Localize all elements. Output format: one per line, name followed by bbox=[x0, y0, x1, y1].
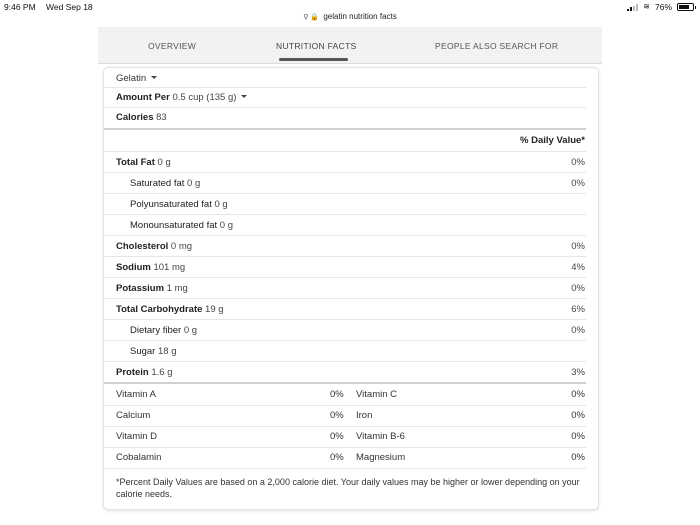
nutrient-row bbox=[104, 362, 586, 384]
cellular-signal-icon bbox=[627, 4, 638, 11]
nutrient-daily-value: 6% bbox=[571, 303, 585, 315]
food-name: Gelatin bbox=[116, 73, 147, 84]
vitamin-daily-value: 0% bbox=[571, 431, 585, 442]
vitamin-daily-value: 0% bbox=[330, 431, 344, 442]
status-date: Wed Sep 18 bbox=[46, 2, 93, 12]
vitamin-row bbox=[104, 384, 586, 406]
nutrient-name: Dietary fiber bbox=[130, 324, 182, 336]
battery-percent: 76% bbox=[654, 2, 672, 12]
nutrient-name: Total Fat bbox=[116, 156, 155, 168]
nutrient-daily-value: 0% bbox=[571, 282, 585, 294]
calories-row bbox=[104, 107, 586, 130]
nutrient-amount: 19 g bbox=[205, 303, 224, 315]
tab-people-also-search-for[interactable]: PEOPLE ALSO SEARCH FOR bbox=[435, 41, 559, 51]
vitamin-daily-value: 0% bbox=[571, 410, 585, 421]
tab-overview[interactable]: OVERVIEW bbox=[148, 41, 197, 51]
status-time: 9:46 PM bbox=[4, 2, 36, 12]
serving-size: 0.5 cup (135 g) bbox=[172, 92, 237, 103]
vitamin-row bbox=[104, 405, 586, 427]
daily-value-header-row bbox=[104, 130, 586, 152]
nutrient-name: Sugar bbox=[130, 345, 156, 357]
daily-value-header: % Daily Value* bbox=[520, 135, 585, 146]
tab-bar bbox=[98, 27, 602, 64]
vitamin-name: Vitamin C bbox=[356, 389, 398, 400]
nutrient-row bbox=[104, 341, 586, 362]
nutrient-amount: 0 g bbox=[187, 177, 201, 189]
serving-row[interactable] bbox=[104, 87, 586, 108]
tab-nutrition-facts[interactable]: NUTRITION FACTS bbox=[276, 41, 357, 51]
vitamin-row bbox=[104, 426, 586, 448]
nutrient-row bbox=[104, 152, 586, 173]
nutrient-name: Saturated fat bbox=[130, 177, 185, 189]
vitamin-daily-value: 0% bbox=[330, 452, 344, 463]
vitamin-daily-value: 0% bbox=[571, 389, 585, 400]
vitamin-name: Vitamin B-6 bbox=[356, 431, 405, 442]
battery-icon bbox=[677, 3, 694, 11]
active-tab-indicator bbox=[279, 58, 348, 61]
nutrient-daily-value: 0% bbox=[571, 240, 585, 252]
calories-label: Calories bbox=[116, 112, 154, 123]
nutrient-name: Sodium bbox=[116, 261, 151, 273]
nutrient-row bbox=[104, 257, 586, 278]
vitamin-daily-value: 0% bbox=[330, 410, 344, 421]
nutrient-daily-value: 0% bbox=[571, 156, 585, 168]
nutrient-amount: 1 mg bbox=[166, 282, 188, 294]
nutrient-daily-value: 3% bbox=[571, 366, 585, 378]
vitamin-row bbox=[104, 447, 586, 469]
vitamin-name: Magnesium bbox=[356, 452, 406, 463]
address-bar[interactable] bbox=[0, 12, 700, 26]
nutrient-name: Total Carbohydrate bbox=[116, 303, 203, 315]
nutrient-name: Potassium bbox=[116, 282, 165, 294]
nutrient-name: Cholesterol bbox=[116, 240, 169, 252]
nutrient-name: Polyunsaturated fat bbox=[130, 198, 212, 210]
nutrient-name: Protein bbox=[116, 366, 149, 378]
nutrient-row bbox=[104, 173, 586, 194]
nutrient-row bbox=[104, 215, 586, 236]
food-selector[interactable] bbox=[116, 73, 157, 84]
nutrient-amount: 1.6 g bbox=[151, 366, 173, 378]
nutrient-amount: 0 g bbox=[214, 198, 228, 210]
nutrient-amount: 0 g bbox=[219, 219, 234, 231]
nutrient-name: Monounsaturated fat bbox=[130, 219, 218, 231]
nutrient-amount: 0 g bbox=[183, 324, 198, 336]
vitamin-daily-value: 0% bbox=[571, 452, 585, 463]
footnote: *Percent Daily Values are based on a 2,000 calorie diet. Your daily values may be higher or lower depending on your calorie needs. bbox=[116, 477, 580, 499]
amount-per-label: Amount Per bbox=[116, 92, 170, 103]
nutrition-card bbox=[103, 67, 599, 510]
chevron-down-icon bbox=[151, 76, 157, 79]
nutrient-amount: 0 g bbox=[157, 156, 171, 168]
nutrient-row bbox=[104, 194, 586, 215]
nutrient-daily-value: 4% bbox=[571, 261, 585, 273]
nutrient-row bbox=[104, 236, 586, 257]
nutrient-amount: 0 mg bbox=[170, 240, 193, 252]
vitamin-daily-value: 0% bbox=[330, 389, 344, 400]
nutrient-daily-value: 0% bbox=[571, 177, 585, 189]
vitamin-name: Cobalamin bbox=[116, 452, 162, 463]
address-text: gelatin nutrition facts bbox=[323, 12, 397, 21]
nutrient-amount: 18 g bbox=[158, 345, 177, 357]
nutrient-amount: 101 mg bbox=[153, 261, 186, 273]
vitamin-name: Iron bbox=[356, 410, 373, 421]
nutrient-row bbox=[104, 278, 586, 299]
chevron-down-icon bbox=[241, 95, 247, 98]
calories-value: 83 bbox=[156, 112, 167, 123]
nutrient-daily-value: 0% bbox=[571, 324, 585, 336]
vitamin-name: Vitamin D bbox=[116, 431, 158, 442]
vitamin-name: Vitamin A bbox=[116, 389, 156, 400]
wifi-icon: ≋ bbox=[643, 2, 650, 11]
nutrient-row bbox=[104, 299, 586, 320]
search-icon: ⚲ bbox=[303, 14, 309, 21]
vitamin-name: Calcium bbox=[116, 410, 151, 421]
lock-icon: 🔒 bbox=[310, 14, 320, 21]
nutrient-row bbox=[104, 320, 586, 341]
